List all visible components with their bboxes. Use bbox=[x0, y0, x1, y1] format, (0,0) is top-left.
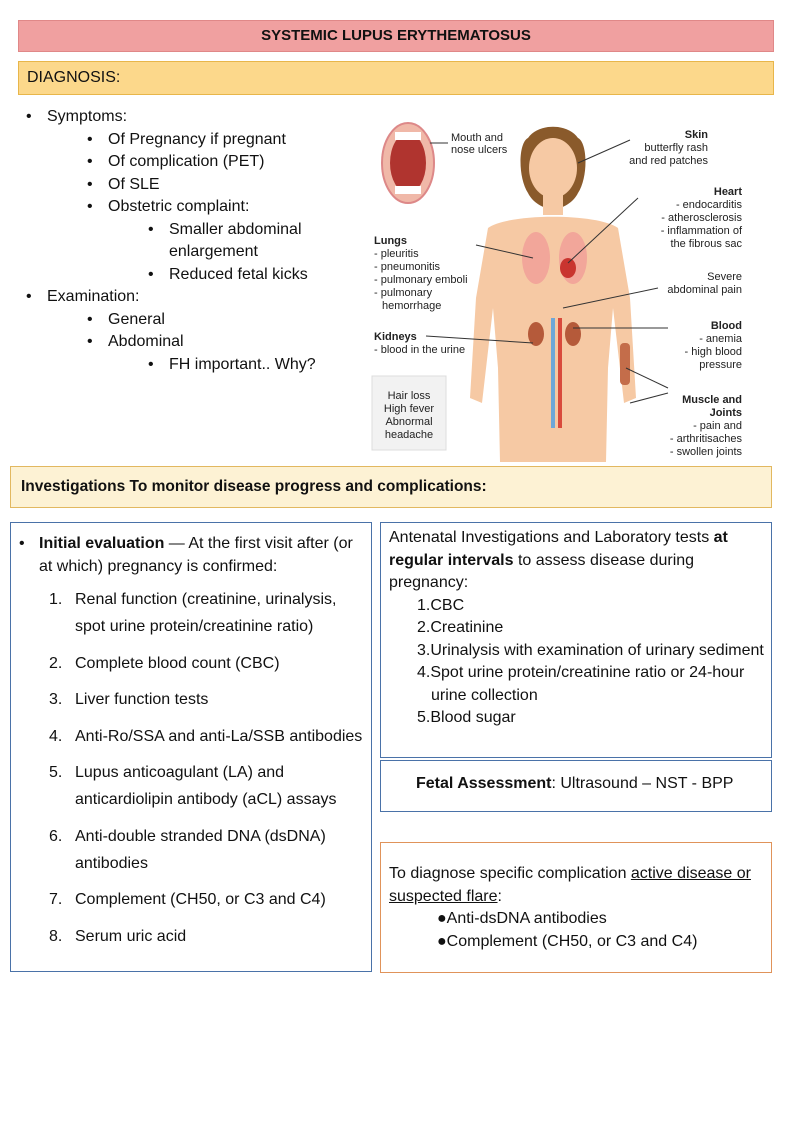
initial-evaluation-box bbox=[10, 522, 372, 972]
list-item: • Of Pregnancy if pregnant bbox=[87, 129, 356, 152]
fetal-assessment-box bbox=[380, 760, 772, 812]
initial-evaluation-intro: • Initial evaluation — At the first visit after (or at which) pregnancy is confirmed: bbox=[19, 532, 365, 578]
list-item: 5. Lupus anticoagulant (LA) and anticardiolipin antibody (aCL) assays bbox=[49, 764, 337, 808]
examination-label: Examination: bbox=[47, 288, 140, 305]
symptoms-item bbox=[26, 106, 356, 286]
general-symptoms-label: Hair loss High fever Abnormal headache bbox=[383, 390, 435, 441]
diagnosis-list bbox=[26, 106, 356, 376]
body-figure bbox=[470, 127, 636, 462]
lungs-label: Lungs - pleuritis - pneumonitis - pulmonary emboli - pulmonary hemorrhage bbox=[374, 235, 468, 312]
lupus-body-illustration bbox=[368, 118, 778, 462]
list-item: • General bbox=[87, 309, 356, 332]
fetal-assessment-text: Fetal Assessment: Ultrasound – NST - BPP bbox=[416, 775, 734, 792]
list-item: ●Complement (CH50, or C3 and C4) bbox=[437, 932, 698, 950]
list-item: • Abdominal • FH important.. Why? bbox=[87, 331, 356, 376]
list-item: 3.Urinalysis with examination of urinary sediment bbox=[417, 641, 764, 659]
antenatal-box bbox=[380, 522, 772, 758]
symptoms-label: Symptoms: bbox=[47, 108, 128, 125]
list-item: 2.Creatinine bbox=[417, 619, 504, 636]
abdomen-label: Severe abdominal pain bbox=[667, 271, 742, 296]
examination-item bbox=[26, 286, 356, 376]
antenatal-intro: Antenatal Investigations and Laboratory tests at regular intervals to assess disease during pregnancy: bbox=[389, 529, 728, 591]
page-title: SYSTEMIC LUPUS ERYTHEMATOSUS bbox=[18, 20, 774, 52]
list-item: 5.Blood sugar bbox=[417, 709, 516, 726]
antenatal-list bbox=[389, 595, 765, 730]
specific-complication-box bbox=[380, 842, 772, 973]
muscle-joints-label: Muscle and Joints - pain and - arthritisaches - swollen joints bbox=[669, 394, 742, 458]
diagnosis-heading: DIAGNOSIS: bbox=[18, 61, 774, 95]
blood-label: Blood - anemia - high blood pressure bbox=[684, 320, 742, 371]
mouth-illustration bbox=[382, 123, 434, 203]
list-item: ●Anti-dsDNA antibodies bbox=[437, 910, 607, 927]
specific-complication-intro: To diagnose specific complication active disease or suspected flare: bbox=[389, 865, 751, 905]
list-item: 7. Complement (CH50, or C3 and C4) bbox=[49, 891, 326, 908]
list-item: • FH important.. Why? bbox=[148, 354, 356, 377]
list-item: 4. Anti-Ro/SSA and anti-La/SSB antibodies bbox=[49, 727, 363, 745]
list-item: • Reduced fetal kicks bbox=[148, 264, 348, 287]
list-item: 3. Liver function tests bbox=[49, 691, 209, 708]
list-item: • Smaller abdominal enlargement bbox=[148, 219, 348, 264]
skin-label: Skin butterfly rash and red patches bbox=[629, 129, 708, 167]
heart-label: Heart - endocarditis - atherosclerosis - inflammation of the fibrous sac bbox=[660, 186, 742, 250]
list-item: 4.Spot urine protein/creatinine ratio or 24-hour urine collection bbox=[417, 664, 745, 704]
list-item: 1.CBC bbox=[417, 596, 465, 614]
investigations-heading: Investigations To monitor disease progress and complications: bbox=[10, 466, 772, 508]
list-item: 6. Anti-double stranded DNA (dsDNA) antibodies bbox=[49, 827, 326, 872]
list-item: • Of SLE bbox=[87, 174, 356, 197]
list-item: 2. Complete blood count (CBC) bbox=[49, 654, 280, 672]
list-item: 8. Serum uric acid bbox=[49, 927, 187, 945]
mouth-label: Mouth and nose ulcers bbox=[451, 132, 508, 156]
list-item: • Of complication (PET) bbox=[87, 151, 356, 174]
list-item: 1. Renal function (creatinine, urinalysis, spot urine protein/creatinine ratio) bbox=[49, 591, 337, 635]
list-item: • Obstetric complaint: • Smaller abdominal enlargement • Reduced fetal kicks bbox=[87, 196, 356, 286]
initial-evaluation-list bbox=[19, 586, 365, 950]
kidneys-label: Kidneys - blood in the urine bbox=[374, 331, 466, 356]
